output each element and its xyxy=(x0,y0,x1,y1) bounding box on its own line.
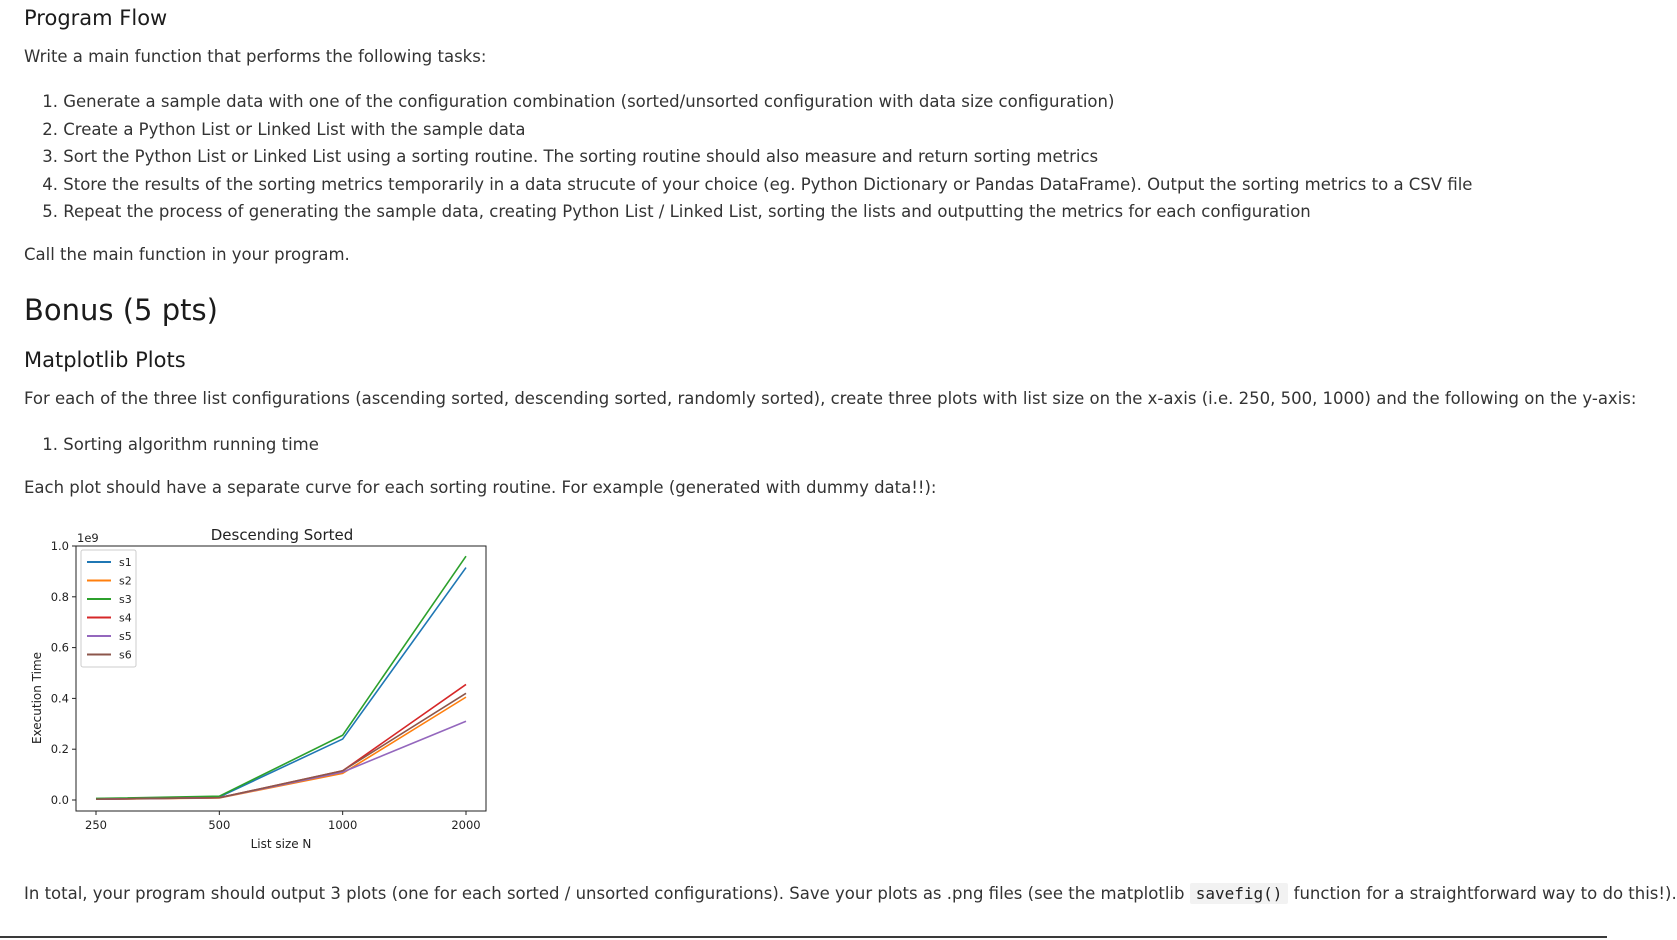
series-line-s1 xyxy=(96,568,466,799)
series-lines xyxy=(96,556,466,799)
total-output-suffix: function for a straightforward way to do this!). xyxy=(1288,884,1677,903)
chart-legend xyxy=(81,550,136,667)
metric-list xyxy=(24,431,319,459)
bonus-heading: Bonus (5 pts) xyxy=(24,293,218,327)
y-tick-label: 0.0 xyxy=(50,793,69,807)
y-tick-label: 0.6 xyxy=(50,640,69,655)
list-item-text: Sort the Python List or Linked List using a sorting routine. The sorting routine should also measure and return sorting metrics xyxy=(63,147,1099,167)
program-flow-heading: Program Flow xyxy=(24,6,168,30)
legend-label: s1 xyxy=(119,556,132,569)
list-item xyxy=(24,198,1472,226)
list-item-text: Generate a sample data with one of the configuration combination (sorted/unsorted configuration with data size configuration) xyxy=(63,92,1115,111)
example-note: Each plot should have a separate curve for each sorting routine. For example (generated with dummy data!!): xyxy=(24,478,937,497)
list-item-text: Sorting algorithm running time xyxy=(63,435,319,454)
series-line-s6 xyxy=(96,693,466,799)
list-item-text: Repeat the process of generating the sample data, creating Python List / Linked List, sorting the lists and outputting the metrics for each configuration xyxy=(63,202,1311,222)
list-item xyxy=(24,143,1472,171)
legend-label: s3 xyxy=(119,593,132,606)
y-tick-label: 0.2 xyxy=(50,742,69,757)
series-line-s5 xyxy=(96,721,466,799)
plot-frame xyxy=(76,546,486,811)
list-item xyxy=(24,88,1472,116)
legend-label: s5 xyxy=(119,630,132,643)
list-item-number: 3. xyxy=(42,147,58,167)
series-line-s3 xyxy=(96,556,466,798)
total-output-prefix: In total, your program should output 3 plots (one for each sorted / unsorted configurations). Save your plots as .png files (see the matplotlib xyxy=(24,884,1190,903)
total-output-text xyxy=(24,884,1677,903)
y-axis-ticks xyxy=(51,539,76,807)
y-offset-text: 1e9 xyxy=(77,531,99,545)
series-line-s4 xyxy=(96,684,466,799)
legend-label: s6 xyxy=(119,648,132,662)
list-item-number: 4. xyxy=(42,174,58,194)
cell-bottom-border xyxy=(0,936,1607,938)
matplotlib-plots-heading: Matplotlib Plots xyxy=(24,348,186,372)
y-tick-label: 1.0 xyxy=(50,539,69,553)
legend-label: s2 xyxy=(119,574,132,588)
task-list xyxy=(24,88,1472,226)
savefig-code: savefig() xyxy=(1190,883,1289,904)
list-item xyxy=(24,431,319,459)
call-main-text: Call the main function in your program. xyxy=(24,245,350,264)
x-tick-label: 1000 xyxy=(328,818,358,832)
x-tick-label: 250 xyxy=(85,818,107,832)
x-axis-label: List size N xyxy=(250,837,312,851)
x-tick-label: 500 xyxy=(208,818,231,832)
list-item xyxy=(24,171,1472,199)
list-item xyxy=(24,116,1472,144)
y-tick-label: 0.8 xyxy=(50,589,69,604)
list-item-number: 2. xyxy=(42,119,58,139)
x-tick-label: 2000 xyxy=(451,818,481,832)
x-axis-ticks xyxy=(85,811,481,832)
y-axis-label: Execution Time xyxy=(30,651,44,745)
chart-title: Descending Sorted xyxy=(210,526,354,544)
list-item-text: Create a Python List or Linked List with the sample data xyxy=(63,119,526,139)
list-item-text: Store the results of the sorting metrics temporarily in a data strucute of your choice (eg. Python Dictionary or Pandas DataFrame). Output the sorting metrics to a CSV file xyxy=(63,174,1473,194)
list-item-number: 1. xyxy=(42,92,58,111)
descending-sorted-chart xyxy=(10,518,510,858)
program-flow-intro: Write a main function that performs the following tasks: xyxy=(24,47,487,66)
legend-label: s4 xyxy=(119,611,132,625)
plots-description: For each of the three list configurations (ascending sorted, descending sorted, randomly sorted), create three plots with list size on the x-axis (i.e. 250, 500, 1000) and the following on the y-axis: xyxy=(24,389,1637,408)
y-tick-label: 0.4 xyxy=(50,691,69,706)
list-item-number: 1. xyxy=(42,435,58,454)
list-item-number: 5. xyxy=(42,202,58,222)
